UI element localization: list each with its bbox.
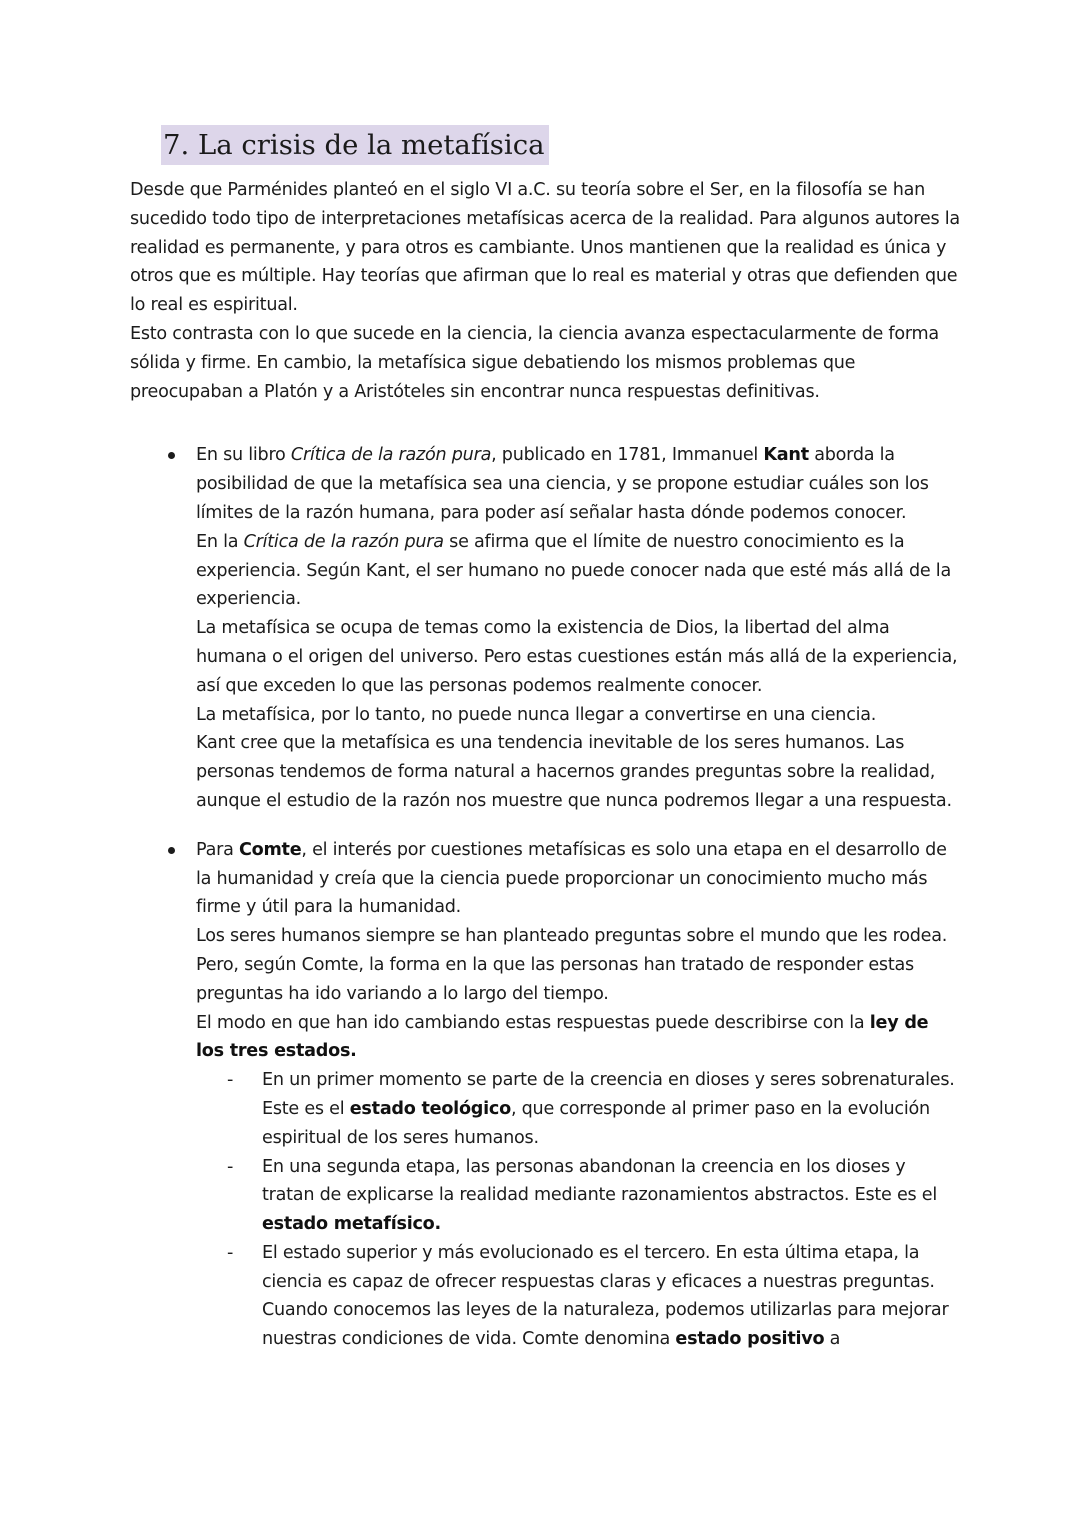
kant-paragraph: En su libro Crítica de la razón pura, publicado en 1781, Immanuel Kant aborda la posibilidad de que la metafísica sea una ciencia, y se propone estudiar cuáles son los límites de la razón humana, para poder así señalar hasta dónde podemos conocer. [196,445,929,523]
intro-paragraph: Esto contrasta con lo que sucede en la ciencia, la ciencia avanza espectacularmente de forma sólida y firme. En cambio, la metafísica sigue debatiendo los mismos problemas que preocupaban a Platón y a Aristóteles sin encontrar nunca respuestas definitivas. [130,323,939,402]
book-title: Crítica de la razón pura [243,531,444,552]
comte-paragraph: Los seres humanos siempre se han planteado preguntas sobre el mundo que les rodea. Pero, según Comte, la forma en la que las personas han tratado de responder estas preguntas ha ido variando a lo largo del tiempo. [196,926,948,1004]
dash-marker: - [227,1156,234,1177]
comte-paragraph: Para Comte, el interés por cuestiones metafísicas es solo una etapa en el desarrollo de la humanidad y creía que la ciencia puede proporcionar un conocimiento mucho más firme y útil para la humanidad. [196,839,947,918]
key-term: estado metafísico. [262,1214,441,1235]
stage-item: - En una segunda etapa, las personas abandonan la creencia en los dioses y tratan de explicarse la realidad mediante razonamientos abstractos. Este es el estado metafísico. [196,1153,960,1239]
body-text [130,176,960,1354]
key-term: estado positivo [675,1329,825,1350]
key-term: estado teológico [349,1098,511,1119]
kant-paragraph: La metafísica se ocupa de temas como la existencia de Dios, la libertad del alma humana o el origen del universo. Pero estas cuestiones están más allá de la experiencia, así que exceden lo que las personas podemos realmente conocer. [196,618,958,696]
book-title: Crítica de la razón pura [290,445,492,466]
dash-marker: - [227,1242,234,1263]
stages-list [196,1066,960,1354]
kant-paragraph: La metafísica, por lo tanto, no puede nunca llegar a convertirse en una ciencia. [196,704,877,725]
section-heading: 7. La crisis de la metafísica [161,125,549,165]
stage-item: - En un primer momento se parte de la creencia en dioses y seres sobrenaturales. Este es el estado teológico, que corresponde al primer paso en la evolución espiritual de los seres humanos. [196,1066,960,1152]
stage-item: - El estado superior y más evolucionado es el tercero. En esta última etapa, la ciencia es capaz de ofrecer respuestas claras y eficaces a nuestras preguntas. Cuando conocemos las leyes de la naturaleza, podemos utilizarlas para mejorar nuestras condiciones de vida. Comte denomina estado positivo a [196,1239,960,1354]
author-name: Comte [238,839,302,860]
bullet-list [130,441,960,1354]
key-term: ley de los tres estados. [196,1012,929,1062]
bullet-icon [168,452,175,459]
kant-paragraph: En la Crítica de la razón pura se afirma que el límite de nuestro conocimiento es la experiencia. Según Kant, el ser humano no puede conocer nada que esté más allá de la experiencia. [196,531,951,610]
comte-bullet [130,836,960,1354]
intro-paragraph: Desde que Parménides planteó en el siglo VI a.C. su teoría sobre el Ser, en la filosofía se han sucedido todo tipo de interpretaciones metafísicas acerca de la realidad. Para algunos autores la realidad es permanente, y para otros es cambiante. Unos mantienen que la realidad es única y otros que es múltiple. Hay teorías que afirman que lo real es material y otras que defienden que lo real es espiritual. [130,180,960,316]
dash-marker: - [227,1070,234,1091]
kant-paragraph: Kant cree que la metafísica es una tendencia inevitable de los seres humanos. Las personas tendemos de forma natural a hacernos grandes preguntas sobre la realidad, aunque el estudio de la razón nos muestre que nunca podremos llegar a una respuesta. [196,733,952,811]
author-name: Kant [763,445,809,466]
comte-paragraph: El modo en que han ido cambiando estas respuestas puede describirse con la ley de los tres estados. [196,1012,929,1062]
bullet-icon [168,847,175,854]
kant-bullet [130,441,960,815]
